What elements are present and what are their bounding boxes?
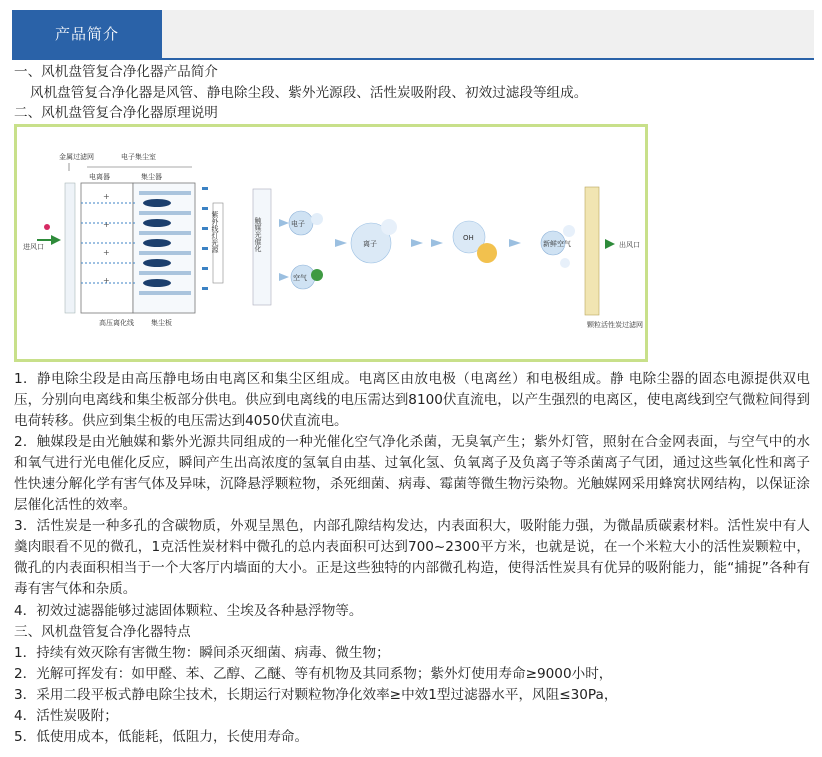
label-ion: 离子: [363, 240, 377, 248]
inlet-dot: [44, 224, 50, 230]
label-hv: 高压离化线: [99, 319, 134, 327]
principle-diagram-svg: [17, 127, 645, 359]
heading-features: 三、风机盘管复合净化器特点: [14, 624, 191, 640]
label-catalyst: 触媒光催化: [254, 217, 262, 252]
reaction-bubbles: [289, 211, 575, 289]
tab-bar: [12, 10, 814, 58]
outlet-arrow-icon: [605, 239, 615, 249]
paragraph-1: 1．静电除尘段是由高压静电场由电离区和集尘区组成。电离区由放电极（电离丝）和电极组成。静 电除尘器的固态电源提供双电压，分别向电离线和集尘板部分供电。供应到电离线的电压需达到8100伏直流电，以产生强烈的电离区，使电离线到空气微粒间得到电荷转移。供应到集尘板的电压需达到4050伏直流电。: [14, 371, 810, 429]
label-inlet: 进风口: [23, 243, 44, 251]
label-electronic-room: 电子集尘室: [121, 153, 156, 161]
heading-principle: 二、风机盘管复合净化器原理说明: [14, 105, 218, 121]
label-carbon: 颗粒活性炭过滤网: [587, 321, 643, 329]
carbon-filter: [585, 187, 599, 315]
label-ionizer: 电离器: [89, 173, 110, 181]
label-outlet: 出风口: [619, 241, 640, 249]
intro-text: 风机盘管复合净化器是风管、静电除尘段、紫外光源段、活性炭吸附段、初效过滤段等组成。: [30, 85, 588, 101]
label-uv: 紫外线灯光源: [211, 211, 219, 253]
label-air: 空气: [293, 274, 307, 282]
uv-dots: [202, 187, 208, 290]
label-electron: 电子: [291, 220, 305, 228]
feature-item-4: 4．活性炭吸附；: [14, 708, 118, 724]
metal-filter: [65, 183, 75, 313]
feature-item-5: 5．低使用成本，低能耗，低阻力，长使用寿命。: [14, 729, 309, 745]
feature-item-2: 2．光解可挥发有：如甲醛、苯、乙醇、乙醚、等有机物及其同系物；紫外灯使用寿命≥9000小时，: [14, 666, 613, 682]
tab-product-intro[interactable]: 产品简介: [12, 10, 162, 58]
svg-text:+: +: [103, 276, 110, 285]
svg-text:+: +: [103, 220, 110, 229]
label-new-air: 新鲜空气: [543, 240, 571, 248]
tab-underline: [12, 58, 814, 60]
inlet-arrow-icon: [51, 235, 61, 245]
paragraph-3: 3．活性炭是一种多孔的含碳物质，外观呈黑色，内部孔隙结构发达，内表面积大，吸附能力强，为微晶质碳素材料。活性炭中有人羹肉眼看不见的微孔，1克活性炭材料中微孔的总内表面积可达到700~2300平方米，也就是说，在一个米粒大小的活性炭颗粒中，微孔的内表面积相当于一个大客厅内墙面的大小。正是这些独特的内部微孔构造，使得活性炭具有优异的吸附能力，能“捕捉”各种有毒有害气体和杂质。: [14, 518, 810, 597]
svg-text:+: +: [103, 248, 110, 257]
label-collector: 集尘器: [141, 173, 162, 181]
label-plate: 集尘板: [151, 319, 172, 327]
heading-intro: 一、风机盘管复合净化器产品简介: [14, 64, 218, 80]
feature-item-3: 3．采用二段平板式静电除尘技术，长期运行对颗粒物净化效率≥中效1型过滤器水平，风阻≤30Pa，: [14, 687, 618, 703]
label-metal-filter: 金属过滤网: [59, 153, 94, 161]
svg-text:+: +: [103, 192, 110, 201]
label-oh: OH: [463, 234, 474, 242]
paragraph-2: 2．触媒段是由光触媒和紫外光源共同组成的一种光催化空气净化杀菌，无臭氧产生；紫外灯管，照射在合金网表面，与空气中的水和氧气进行光电催化反应，瞬间产生出高浓度的氢氧自由基、过氧化氢、负氧离子及负离子等杀菌离子气团，通过这些氧化性和离子性快速分解化学有害气体及异味，沉降悬浮颗粒物，杀死细菌、病毒、霉菌等微生物污染物。光触媒网采用蜂窝状网结构，以保证涂层催化活性的效率。: [14, 434, 810, 513]
principle-diagram: [14, 124, 648, 362]
paragraph-4: 4．初效过滤器能够过滤固体颗粒、尘埃及各种悬浮物等。: [14, 603, 363, 619]
feature-item-1: 1．持续有效灭除有害微生物：瞬间杀灭细菌、病毒、微生物；: [14, 645, 390, 661]
